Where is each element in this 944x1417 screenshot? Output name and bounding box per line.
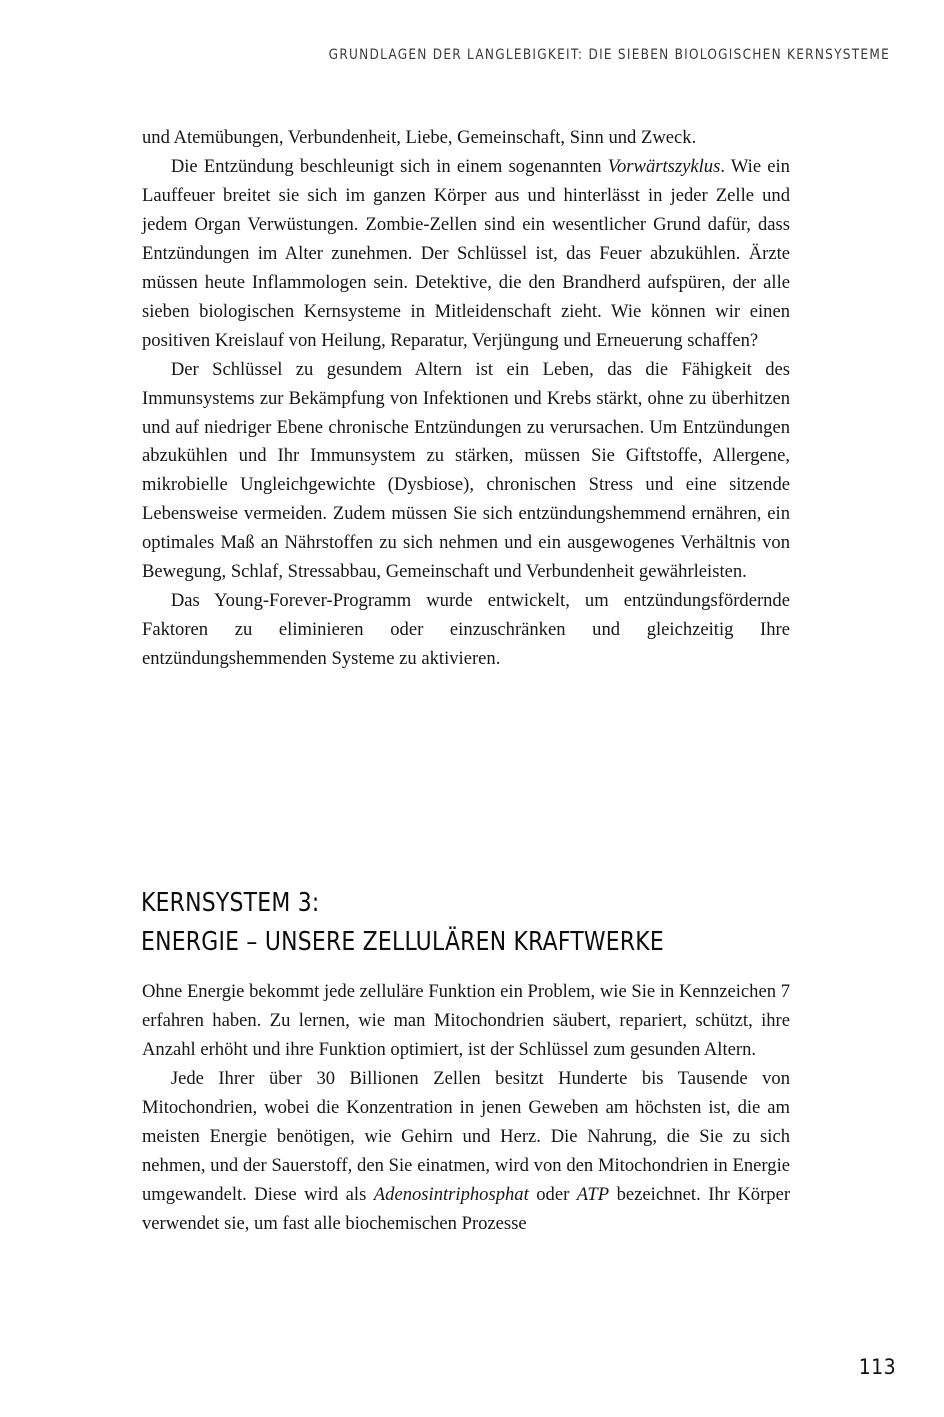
paragraph-text-segment: . Wie ein Lauffeuer breitet sie sich im ganzen Körper aus und hinterlässt in jeder Zelle und jedem Organ Verwüstungen. Zombie-Zellen sind ein wesentlicher Grund dafür, dass Entzündungen im Alter zunehmen. Der Schlüssel ist, das Feuer abzukühlen. Ärzte müssen heute Inflammologen sein. Detektive, die den Brandherd aufspüren, der alle sieben biologischen Kernsysteme in Mitleidenschaft zieht. Wie können wir einen positiven Kreislauf von Heilung, Reparatur, Verjüngung und Erneuerung schaffen? — [142, 155, 790, 351]
running-header: GRUNDLAGEN DER LANGLEBIGKEIT: DIE SIEBEN BIOLOGISCHEN KERNSYSTEME — [328, 47, 890, 63]
section-heading — [141, 884, 810, 962]
paragraph: Das Young-Forever-Programm wurde entwickelt, um entzündungsfördernde Faktoren zu eliminieren oder einzuschränken und gleichzeitig Ihre entzündungshemmenden Systeme zu aktivieren. — [142, 590, 790, 670]
section-heading-line-2: ENERGIE – UNSERE ZELLULÄREN KRAFTWERKE — [141, 927, 664, 957]
body-text-lower — [142, 978, 790, 1239]
body-text-upper — [142, 124, 790, 674]
paragraph: Ohne Energie bekommt jede zelluläre Funktion ein Problem, wie Sie in Kennzeichen 7 erfahren haben. Zu lernen, wie man Mitochondrien säubert, repariert, schützt, ihre Anzahl erhöht und ihre Funktion optimiert, ist der Schlüssel zum gesunden Altern. — [142, 981, 790, 1060]
paragraph-text-segment: Die Entzündung beschleunigt sich in einem sogenannten — [170, 155, 608, 177]
paragraph-text-segment: Jede Ihrer über 30 Billionen Zellen besitzt Hunderte bis Tausende von Mitochondrien, wobei die Konzentration in jenen Geweben am höchsten ist, die am meisten Energie benötigen, wie Gehirn und Herz. Die Nahrung, die Sie zu sich nehmen, und der Sauerstoff, den Sie einatmen, wird von den Mitochondrien in Energie umgewandelt. Diese wird als — [142, 1067, 790, 1205]
paragraph-text-segment: oder — [528, 1183, 577, 1205]
emphasis-term: Adenosintriphosphat — [373, 1183, 529, 1205]
paragraph — [142, 1065, 790, 1239]
paragraph: Der Schlüssel zu gesundem Altern ist ein Leben, das die Fähigkeit des Immunsystems zur Bekämpfung von Infektionen und Krebs stärkt, ohne zu überhitzen und auf niedriger Ebene chronische Entzündungen zu verursachen. Um Entzündungen abzukühlen und Ihr Immunsystem zu stärken, müssen Sie Giftstoffe, Allergene, mikrobielle Ungleichgewichte (Dysbiose), chronischen Stress und eine sitzende Lebensweise vermeiden. Zudem müssen Sie sich entzündungshemmend ernähren, ein optimales Maß an Nährstoffen zu sich nehmen und ein ausgewogenes Verhältnis von Bewegung, Schlaf, Stressabbau, Gemeinschaft und Verbundenheit gewährleisten. — [142, 358, 790, 583]
paragraph-text-segment: bezeichnet. Ihr Körper verwendet sie, um fast alle biochemischen Prozesse — [142, 1183, 791, 1234]
paragraph: und Atemübungen, Verbundenheit, Liebe, Gemeinschaft, Sinn und Zweck. — [142, 127, 697, 148]
section-heading-line-1: KERNSYSTEM 3: — [141, 888, 320, 918]
paragraph — [142, 153, 790, 356]
emphasis-abbreviation: ATP — [576, 1183, 610, 1205]
page-number: 113 — [858, 1355, 896, 1379]
emphasis-term: Vorwärtszyklus — [607, 155, 721, 177]
